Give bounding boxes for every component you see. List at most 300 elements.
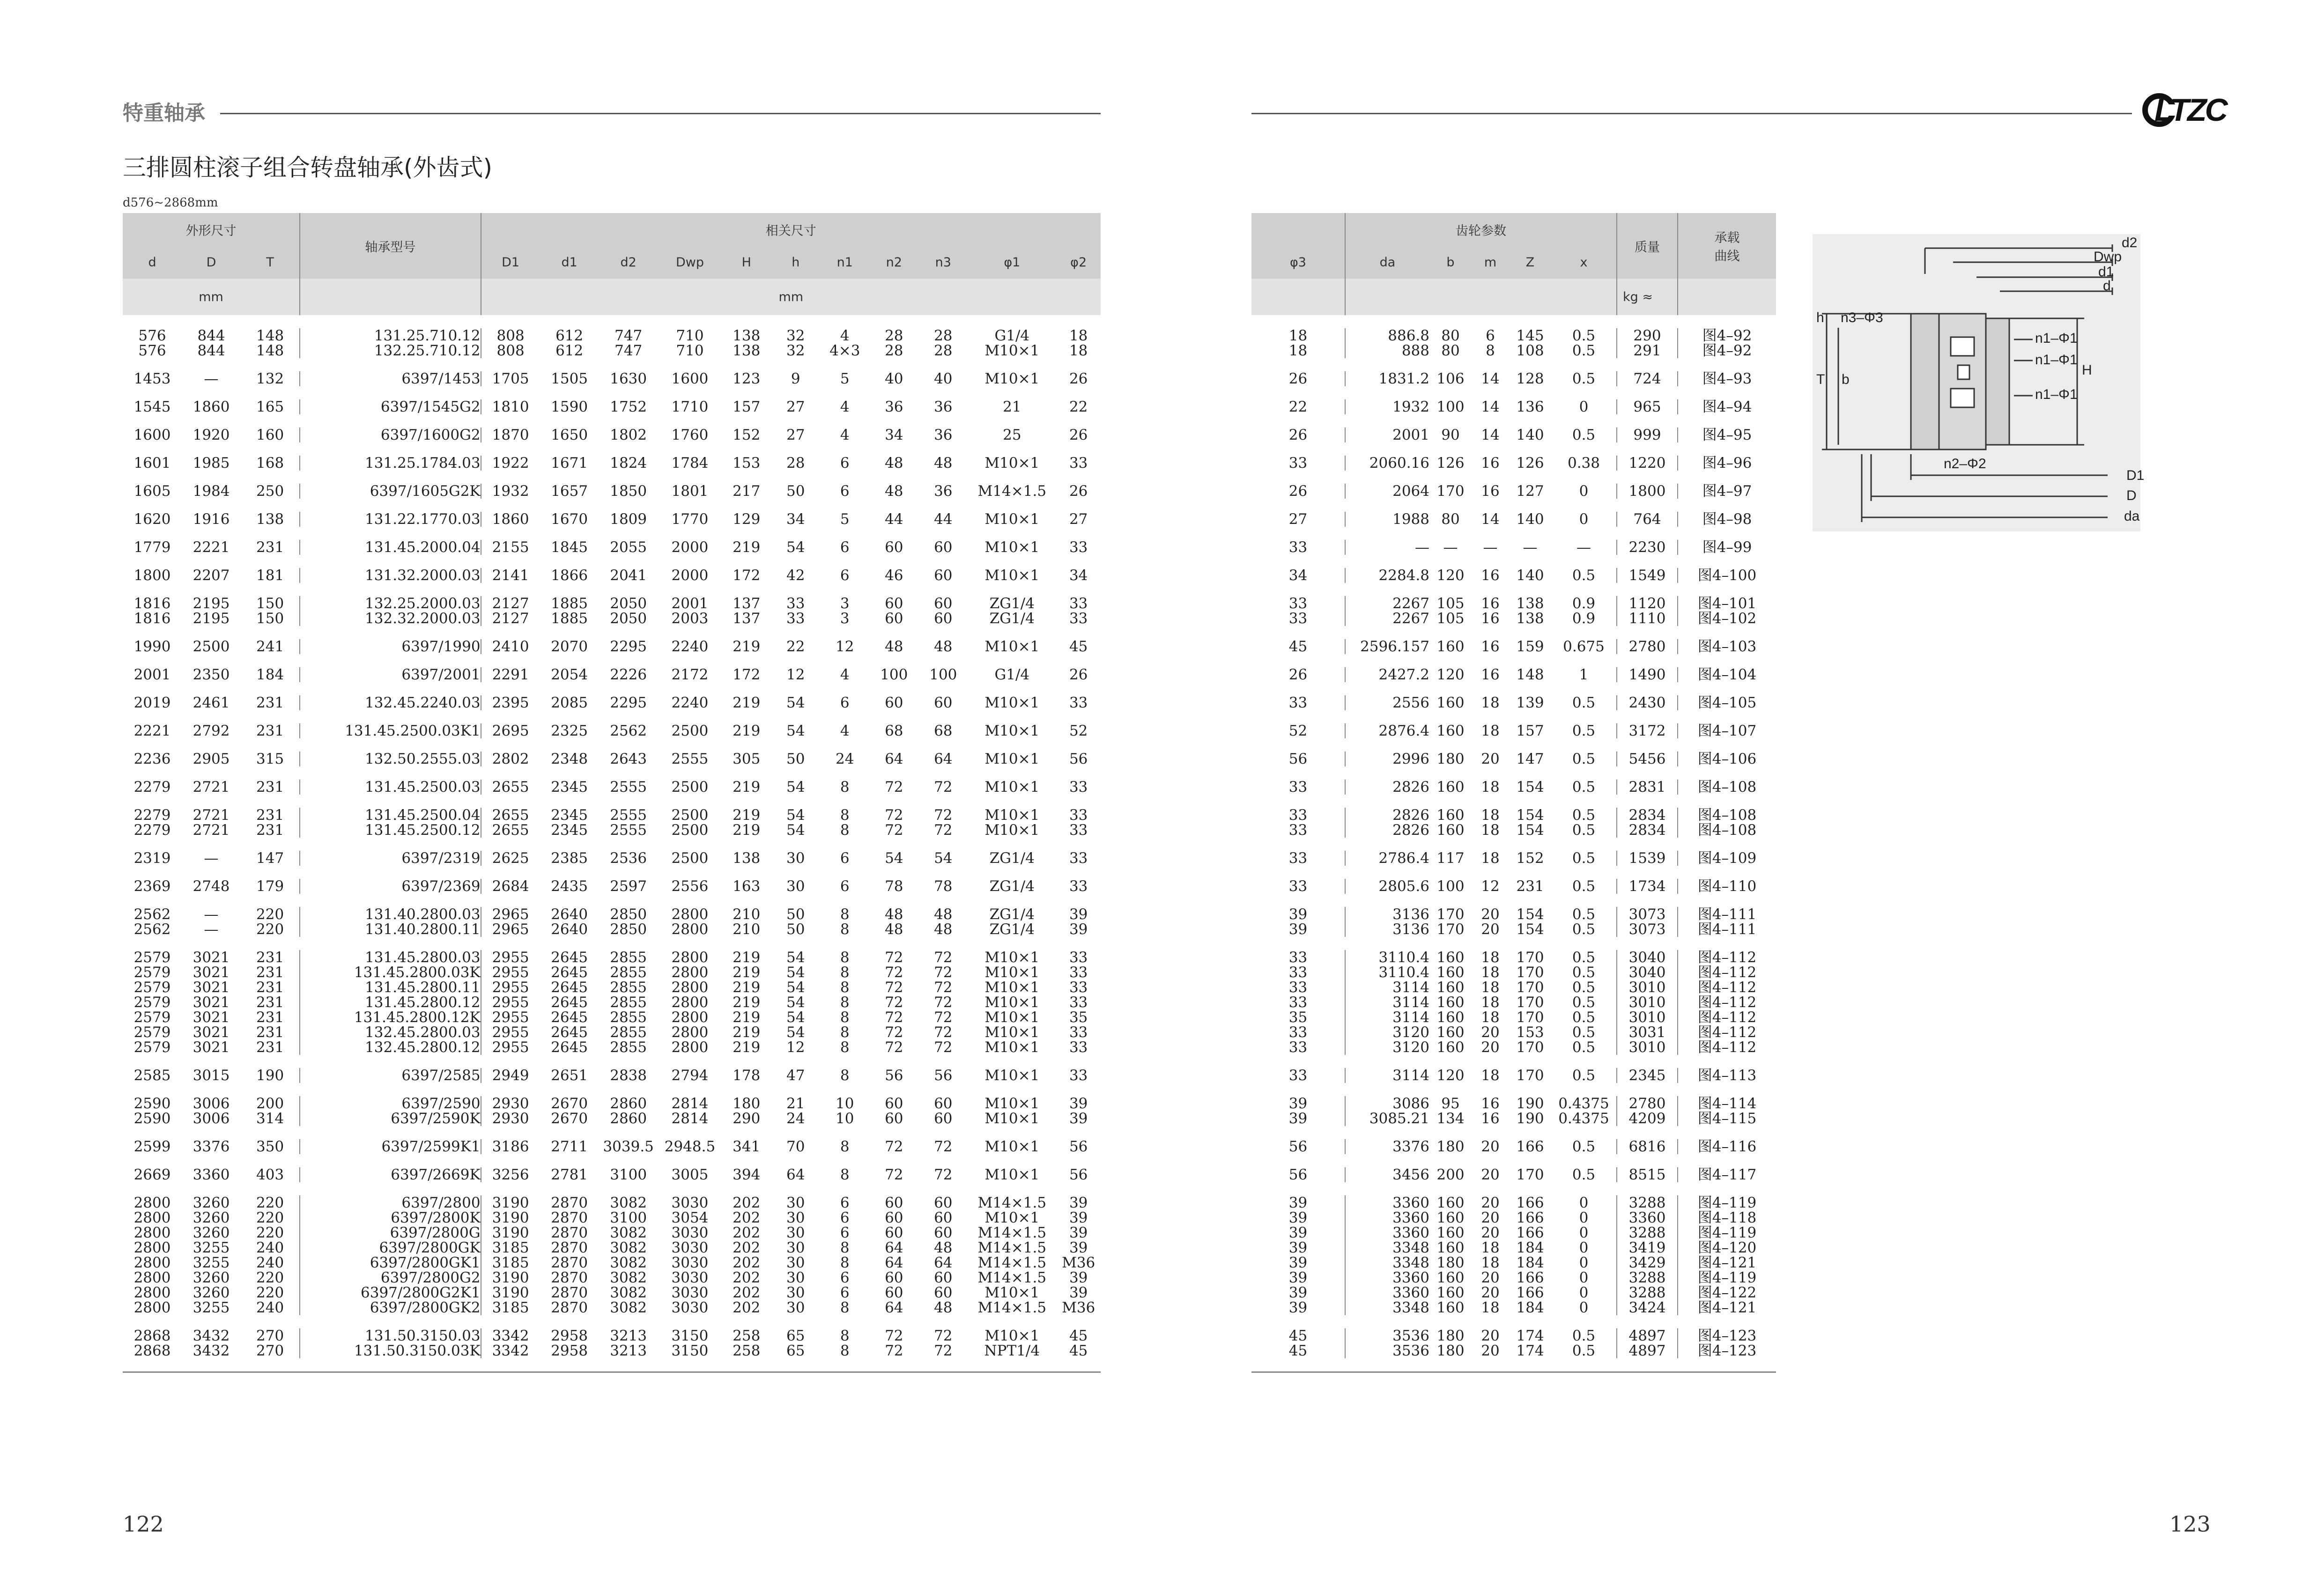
table-cell: 52 bbox=[1288, 722, 1308, 739]
table-row bbox=[123, 456, 1101, 471]
table-cell: 160 bbox=[1436, 638, 1465, 655]
table-cell: 图4–105 bbox=[1678, 695, 1776, 710]
table-cell: 220 bbox=[256, 921, 284, 938]
table-cell: 1545 bbox=[133, 398, 171, 415]
table-cell: 0.9 bbox=[1572, 610, 1596, 627]
table-row bbox=[123, 995, 1101, 1010]
table-cell: 26 bbox=[1288, 427, 1308, 443]
table-cell: 2579 bbox=[133, 1024, 171, 1041]
table-cell: 240 bbox=[256, 1299, 284, 1316]
table-cell: 图4–122 bbox=[1678, 1285, 1776, 1300]
table-cell: 202 bbox=[733, 1254, 761, 1271]
table-cell: 3082 bbox=[610, 1269, 647, 1286]
table-cell: 1850 bbox=[610, 483, 647, 500]
table-cell: 33 bbox=[1069, 850, 1088, 867]
table-cell: 8 bbox=[840, 1239, 850, 1256]
table-cell: 30 bbox=[786, 1224, 805, 1241]
table-cell: M10×1 bbox=[984, 1209, 1040, 1226]
col-Z: Z bbox=[1509, 246, 1551, 279]
table-cell: 0.9 bbox=[1572, 595, 1596, 612]
table-cell: 72 bbox=[885, 1024, 903, 1041]
table-cell: 2579 bbox=[133, 1009, 171, 1026]
table-cell: 2348 bbox=[551, 751, 588, 767]
table-cell: 65 bbox=[786, 1327, 805, 1344]
table-cell: 2838 bbox=[610, 1067, 647, 1084]
table-row bbox=[123, 1025, 1101, 1040]
table-cell: 72 bbox=[885, 807, 903, 824]
table-row bbox=[1251, 695, 1776, 710]
col-D1: D1 bbox=[481, 246, 540, 279]
table-cell: 6816 bbox=[1617, 1139, 1678, 1154]
table-cell: 60 bbox=[934, 1110, 953, 1127]
table-cell: 8 bbox=[840, 1254, 850, 1271]
table-cell: 128 bbox=[1516, 370, 1544, 387]
table-cell: 33 bbox=[1069, 979, 1088, 996]
table-cell: 6397/2800GK1 bbox=[300, 1255, 481, 1270]
table-cell: 2410 bbox=[492, 638, 529, 655]
table-cell: 1816 bbox=[133, 610, 171, 627]
table-cell: 2958 bbox=[551, 1342, 588, 1359]
table-cell: 8 bbox=[840, 964, 850, 981]
table-cell: 18 bbox=[1481, 949, 1500, 966]
table-cell: 2055 bbox=[610, 539, 647, 556]
table-cell: 78 bbox=[885, 878, 903, 895]
table-cell: 315 bbox=[256, 751, 284, 767]
header-rule-right bbox=[1251, 113, 2132, 114]
table-cell: 42 bbox=[786, 567, 805, 584]
table-cell: M10×1 bbox=[984, 751, 1040, 767]
table-cell: 24 bbox=[786, 1110, 805, 1127]
table-cell: 60 bbox=[885, 539, 903, 556]
table-cell: 3172 bbox=[1617, 723, 1678, 738]
table-cell: 3054 bbox=[671, 1209, 709, 1226]
table-cell: 1590 bbox=[551, 398, 588, 415]
table-cell: 1845 bbox=[551, 539, 588, 556]
table-cell: 2070 bbox=[551, 638, 588, 655]
table-cell: 24 bbox=[836, 751, 854, 767]
table-cell: 45 bbox=[1288, 1342, 1308, 1359]
table-cell: 2141 bbox=[492, 567, 529, 584]
col-d2: d2 bbox=[599, 246, 658, 279]
table-cell: 160 bbox=[1436, 779, 1465, 795]
table-cell: 33 bbox=[1288, 1039, 1308, 1056]
table-cell: 3030 bbox=[671, 1194, 709, 1211]
table-cell: 33 bbox=[1069, 694, 1088, 711]
table-cell: 18 bbox=[1481, 1009, 1500, 1026]
table-cell: 0.5 bbox=[1572, 1024, 1596, 1041]
table-cell: 56 bbox=[934, 1067, 953, 1084]
table-cell: 0.5 bbox=[1572, 342, 1596, 359]
table-cell: 72 bbox=[934, 822, 953, 839]
table-cell: 1990 bbox=[133, 638, 171, 655]
table-cell: 1600 bbox=[671, 370, 709, 387]
table-cell: 56 bbox=[1069, 1166, 1088, 1183]
table-cell: 3136 bbox=[1345, 907, 1429, 922]
table-cell: 39 bbox=[1069, 1095, 1088, 1112]
table-cell: 18 bbox=[1481, 979, 1500, 996]
table-cell: M14×1.5 bbox=[977, 1299, 1047, 1316]
table-cell: 3030 bbox=[671, 1284, 709, 1301]
table-cell: 2805.6 bbox=[1345, 879, 1429, 894]
table-cell: 8 bbox=[840, 822, 850, 839]
table-cell: 3432 bbox=[192, 1327, 230, 1344]
table-cell: 2596.157 bbox=[1345, 639, 1429, 654]
table-cell: 2800 bbox=[133, 1254, 171, 1271]
table-cell: 14 bbox=[1481, 398, 1500, 415]
table-cell: 图4–115 bbox=[1678, 1111, 1776, 1126]
table-cell: 48 bbox=[934, 921, 953, 938]
table-cell: 152 bbox=[733, 427, 761, 443]
table-cell: 35 bbox=[1069, 1009, 1088, 1026]
table-cell: 44 bbox=[934, 511, 953, 528]
page-title: 三排圆柱滚子组合转盘轴承(外齿式) bbox=[123, 154, 493, 181]
table-cell: 3040 bbox=[1617, 965, 1678, 980]
table-cell: — bbox=[204, 921, 219, 938]
table-cell: 18 bbox=[1481, 779, 1500, 795]
table-cell: M10×1 bbox=[984, 1327, 1040, 1344]
table-cell: 1549 bbox=[1617, 568, 1678, 583]
table-cell: M36 bbox=[1062, 1299, 1095, 1316]
table-cell: 33 bbox=[1288, 994, 1308, 1011]
table-cell: 2060.16 bbox=[1345, 456, 1429, 471]
table-cell: 3006 bbox=[192, 1095, 230, 1112]
table-cell: 20 bbox=[1481, 1269, 1500, 1286]
table-cell: 14 bbox=[1481, 511, 1500, 528]
table-cell: 6397/2001 bbox=[300, 667, 481, 682]
table-cell: 3030 bbox=[671, 1254, 709, 1271]
table-cell: 148 bbox=[1516, 666, 1544, 683]
table-cell: 48 bbox=[934, 1239, 953, 1256]
table-row bbox=[1251, 1025, 1776, 1040]
table-row bbox=[1251, 950, 1776, 965]
table-cell: 39 bbox=[1288, 1269, 1308, 1286]
table-cell: 844 bbox=[197, 327, 225, 344]
table-cell: 1705 bbox=[492, 370, 529, 387]
table-cell: 60 bbox=[934, 1194, 953, 1211]
table-cell: 33 bbox=[1288, 539, 1308, 556]
table-row bbox=[1251, 780, 1776, 795]
gear-params-header: 齿轮参数 bbox=[1345, 213, 1617, 246]
table-cell: 60 bbox=[934, 694, 953, 711]
table-row bbox=[1251, 1167, 1776, 1182]
table-cell: M10×1 bbox=[984, 994, 1040, 1011]
table-cell: 132.32.2000.03 bbox=[300, 611, 481, 626]
table-cell: 1816 bbox=[133, 595, 171, 612]
table-cell: 22 bbox=[1069, 398, 1088, 415]
table-cell: 33 bbox=[1288, 822, 1308, 839]
table-cell: 2207 bbox=[192, 567, 230, 584]
table-cell: 210 bbox=[733, 921, 761, 938]
table-cell: 0 bbox=[1579, 1254, 1589, 1271]
table-cell: 6397/1605G2K bbox=[300, 484, 481, 499]
table-cell: 1601 bbox=[133, 455, 171, 471]
table-cell: 3376 bbox=[192, 1138, 230, 1155]
table-cell: 0.5 bbox=[1572, 427, 1596, 443]
table-cell: 2230 bbox=[1617, 540, 1678, 555]
table-cell: 72 bbox=[934, 1166, 953, 1183]
table-cell: 2155 bbox=[492, 539, 529, 556]
table-cell: 219 bbox=[733, 807, 761, 824]
table-cell: 2870 bbox=[551, 1194, 588, 1211]
table-row bbox=[123, 568, 1101, 583]
table-cell: 图4–119 bbox=[1678, 1195, 1776, 1210]
table-cell: 图4–121 bbox=[1678, 1255, 1776, 1270]
table-cell: 6 bbox=[840, 455, 850, 471]
table-cell: 240 bbox=[256, 1254, 284, 1271]
table-cell: 131.45.2500.12 bbox=[300, 823, 481, 838]
table-cell: 6397/2800G2 bbox=[300, 1270, 481, 1285]
table-cell: 159 bbox=[1516, 638, 1544, 655]
table-cell: 160 bbox=[1436, 1269, 1465, 1286]
col-m: m bbox=[1472, 246, 1509, 279]
table-cell: 6397/2585 bbox=[300, 1068, 481, 1083]
table-cell: 72 bbox=[885, 822, 903, 839]
table-cell: 1220 bbox=[1617, 456, 1678, 471]
col-b: b bbox=[1429, 246, 1472, 279]
table-cell: 170 bbox=[1516, 994, 1544, 1011]
table-cell: 0 bbox=[1579, 1224, 1589, 1241]
table-cell: 图4–118 bbox=[1678, 1210, 1776, 1225]
table-cell: 20 bbox=[1481, 1224, 1500, 1241]
table-row bbox=[1251, 611, 1776, 626]
table-cell: 2645 bbox=[551, 949, 588, 966]
table-cell: 147 bbox=[256, 850, 284, 867]
table-cell: 21 bbox=[1003, 398, 1021, 415]
table-cell: 117 bbox=[1436, 850, 1465, 867]
table-cell: 20 bbox=[1481, 1024, 1500, 1041]
table-cell: 886.8 bbox=[1345, 328, 1429, 343]
table-cell: 2955 bbox=[492, 949, 529, 966]
table-cell: 36 bbox=[934, 483, 953, 500]
table-cell: 160 bbox=[1436, 979, 1465, 996]
table-cell: 1801 bbox=[671, 483, 709, 500]
table-cell: 2579 bbox=[133, 949, 171, 966]
table-cell: 图4–102 bbox=[1678, 611, 1776, 626]
table-cell: 2000 bbox=[671, 567, 709, 584]
unit-model-blank bbox=[300, 279, 481, 315]
table-cell: 80 bbox=[1441, 511, 1460, 528]
table-cell: 2085 bbox=[551, 694, 588, 711]
table-cell: 20 bbox=[1481, 1209, 1500, 1226]
table-cell: 2800 bbox=[671, 1024, 709, 1041]
table-cell: 2870 bbox=[551, 1209, 588, 1226]
table-row bbox=[123, 540, 1101, 555]
table-cell: 3136 bbox=[1345, 922, 1429, 937]
col-n2: n2 bbox=[869, 246, 918, 279]
table-cell: 3021 bbox=[192, 1039, 230, 1056]
table-cell: 145 bbox=[1516, 327, 1544, 344]
table-cell: 137 bbox=[733, 595, 761, 612]
table-cell: 65 bbox=[786, 1342, 805, 1359]
table-cell: 1505 bbox=[551, 370, 588, 387]
table-cell: 54 bbox=[786, 1024, 805, 1041]
table-row bbox=[1251, 596, 1776, 611]
table-cell: 16 bbox=[1481, 610, 1500, 627]
table-cell: 220 bbox=[256, 1284, 284, 1301]
table-cell: 153 bbox=[733, 455, 761, 471]
table-cell: 30 bbox=[786, 1194, 805, 1211]
table-cell: 220 bbox=[256, 906, 284, 923]
table-cell: 39 bbox=[1288, 1254, 1308, 1271]
table-cell: 72 bbox=[934, 949, 953, 966]
table-cell: 170 bbox=[1516, 964, 1544, 981]
table-row bbox=[1251, 343, 1776, 358]
table-cell: 图4–92 bbox=[1678, 328, 1776, 343]
table-row bbox=[123, 907, 1101, 922]
table-cell: 2172 bbox=[671, 666, 709, 683]
table-cell: 147 bbox=[1516, 751, 1544, 767]
table-cell: 612 bbox=[555, 327, 584, 344]
table-cell: 2555 bbox=[610, 779, 647, 795]
table-cell: 190 bbox=[1516, 1110, 1544, 1127]
table-cell: 60 bbox=[885, 610, 903, 627]
table-cell: 3190 bbox=[492, 1194, 529, 1211]
table-cell: 210 bbox=[733, 906, 761, 923]
table-cell: 140 bbox=[1516, 567, 1544, 584]
table-cell: 2870 bbox=[551, 1224, 588, 1241]
table-cell: 231 bbox=[1516, 878, 1544, 895]
table-cell: 39 bbox=[1288, 1194, 1308, 1211]
related-dims-header: 相关尺寸 bbox=[481, 213, 1101, 246]
table-cell: 220 bbox=[256, 1269, 284, 1286]
table-cell: 2500 bbox=[671, 807, 709, 824]
table-cell: 231 bbox=[256, 539, 284, 556]
table-cell: 图4–111 bbox=[1678, 922, 1776, 937]
table-row bbox=[1251, 328, 1776, 343]
table-cell: 3086 bbox=[1345, 1096, 1429, 1111]
table-cell: 6 bbox=[840, 878, 850, 895]
table-cell: 0 bbox=[1579, 1239, 1589, 1256]
table-cell: 3260 bbox=[192, 1269, 230, 1286]
table-cell: 图4–97 bbox=[1678, 484, 1776, 499]
table-cell: 50 bbox=[786, 906, 805, 923]
table-cell: M10×1 bbox=[984, 1095, 1040, 1112]
table-cell: 2669 bbox=[133, 1166, 171, 1183]
table-cell: 2800 bbox=[671, 994, 709, 1011]
table-row bbox=[123, 1139, 1101, 1154]
table-cell: 965 bbox=[1617, 399, 1678, 414]
table-cell: 3348 bbox=[1345, 1255, 1429, 1270]
table-cell: 2350 bbox=[192, 666, 230, 683]
table-cell: 3185 bbox=[492, 1254, 529, 1271]
table-cell: 2195 bbox=[192, 610, 230, 627]
table-cell: 1831.2 bbox=[1345, 371, 1429, 386]
table-cell: — bbox=[1483, 539, 1498, 556]
table-cell: 54 bbox=[786, 964, 805, 981]
table-cell: 0.5 bbox=[1572, 751, 1596, 767]
table-cell: 3030 bbox=[671, 1224, 709, 1241]
table-cell: 131.25.710.12 bbox=[300, 328, 481, 343]
table-cell: 148 bbox=[256, 327, 284, 344]
table-row bbox=[123, 427, 1101, 442]
table-cell: 2001 bbox=[133, 666, 171, 683]
table-row bbox=[1251, 1240, 1776, 1255]
table-cell: 3030 bbox=[671, 1269, 709, 1286]
table-cell: 图4–100 bbox=[1678, 568, 1776, 583]
table-cell: 0.5 bbox=[1572, 694, 1596, 711]
table-cell: 33 bbox=[1288, 779, 1308, 795]
table-cell: 3190 bbox=[492, 1269, 529, 1286]
table-cell: 2965 bbox=[492, 906, 529, 923]
table-cell: 2500 bbox=[671, 822, 709, 839]
table-cell: 4209 bbox=[1617, 1111, 1678, 1126]
table-cell: 图4–112 bbox=[1678, 980, 1776, 995]
table-cell: 0.5 bbox=[1572, 822, 1596, 839]
table-cell: M10×1 bbox=[984, 1039, 1040, 1056]
label-d2: d2 bbox=[2122, 235, 2138, 250]
table-cell: 219 bbox=[733, 694, 761, 711]
table-cell: 2645 bbox=[551, 1039, 588, 1056]
table-cell: 2800 bbox=[671, 979, 709, 996]
table-cell: 33 bbox=[1288, 979, 1308, 996]
table-cell: 2721 bbox=[192, 807, 230, 824]
table-cell: 172 bbox=[733, 567, 761, 584]
table-cell: 45 bbox=[1069, 1342, 1088, 1359]
table-row bbox=[1251, 980, 1776, 995]
table-cell: 105 bbox=[1436, 595, 1465, 612]
table-cell: 72 bbox=[885, 1166, 903, 1183]
table-cell: M14×1.5 bbox=[977, 1269, 1047, 1286]
table-cell: M10×1 bbox=[984, 949, 1040, 966]
table-cell: M10×1 bbox=[984, 455, 1040, 471]
table-cell: ZG1/4 bbox=[989, 850, 1035, 867]
table-cell: 219 bbox=[733, 638, 761, 655]
table-cell: 图4–92 bbox=[1678, 343, 1776, 358]
table-cell: 72 bbox=[934, 1024, 953, 1041]
table-cell: 1860 bbox=[192, 398, 230, 415]
table-cell: 8 bbox=[840, 979, 850, 996]
table-row bbox=[123, 667, 1101, 682]
table-cell: 3432 bbox=[192, 1342, 230, 1359]
table-cell: 60 bbox=[885, 595, 903, 612]
table-cell: 图4–112 bbox=[1678, 1010, 1776, 1025]
table-cell: 3424 bbox=[1617, 1300, 1678, 1315]
table-cell: 26 bbox=[1288, 666, 1308, 683]
table-cell: 1779 bbox=[133, 539, 171, 556]
bearing-dimensions-table bbox=[123, 213, 1101, 1375]
table-cell: 2748 bbox=[192, 878, 230, 895]
table-row bbox=[123, 1270, 1101, 1285]
table-cell: 6397/2319 bbox=[300, 851, 481, 866]
table-cell: 44 bbox=[885, 511, 903, 528]
table-cell: 39 bbox=[1288, 1110, 1308, 1127]
table-cell: 图4–112 bbox=[1678, 950, 1776, 965]
table-cell: 2240 bbox=[671, 694, 709, 711]
table-cell: 33 bbox=[1069, 539, 1088, 556]
table-cell: 0 bbox=[1579, 1284, 1589, 1301]
table-cell: 60 bbox=[934, 1269, 953, 1286]
table-cell: 2721 bbox=[192, 822, 230, 839]
table-cell: 39 bbox=[1288, 921, 1308, 938]
table-cell: 166 bbox=[1516, 1269, 1544, 1286]
table-cell: 1809 bbox=[610, 511, 647, 528]
table-cell: 39 bbox=[1069, 1194, 1088, 1211]
table-cell: 56 bbox=[885, 1067, 903, 1084]
table-cell: 131.45.2800.11 bbox=[300, 980, 481, 995]
table-cell: 图4–123 bbox=[1678, 1328, 1776, 1343]
table-cell: 2500 bbox=[671, 850, 709, 867]
table-cell: 8 bbox=[840, 949, 850, 966]
table-cell: 39 bbox=[1288, 1224, 1308, 1241]
table-cell: 2000 bbox=[671, 539, 709, 556]
table-cell: 33 bbox=[1288, 455, 1308, 471]
table-cell: 2868 bbox=[133, 1327, 171, 1344]
table-cell: 6397/1600G2 bbox=[300, 427, 481, 442]
table-cell: 1650 bbox=[551, 427, 588, 443]
table-cell: 8 bbox=[840, 1327, 850, 1344]
table-cell: 54 bbox=[786, 1009, 805, 1026]
table-row bbox=[123, 1210, 1101, 1225]
